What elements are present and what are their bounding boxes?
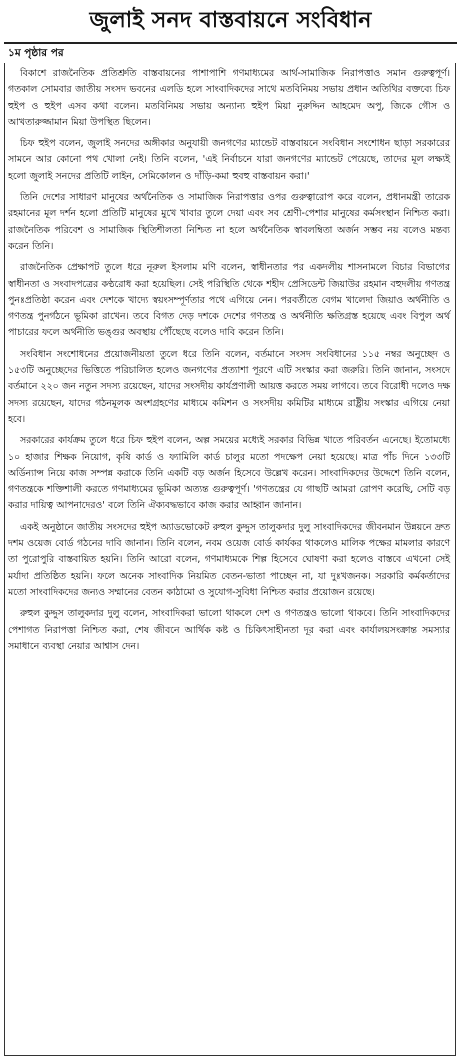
headline: জুলাই সনদ বাস্তবায়নে সংবিধান [89, 8, 372, 33]
headline-rule [4, 42, 457, 44]
paragraph-8: রুহুল কুদ্দুস তালুকদার দুলু বলেন, সাংবাদিকরা ভালো থাকলে দেশ ও গণতন্ত্রও ভালো থাকবে। তিনি সাংবাদিকদের পেশাগত নিরাপত্তা নিশ্চিত করা, শেষ জীবনে আর্থিক কষ্ট ও চিকিৎসাহীনতা দূর করা এবং কার্যালয়সংক্রান্ত সমস্যার সমাধানে ব্যবস্থা নেয়ার আশ্বাস দেন। [8, 608, 450, 652]
paragraph-7: একই অনুষ্ঠানে জাতীয় সংসদের হুইপ অ্যাডভোকেট রুহুল কুদ্দুস তালুকদার দুলু সাংবাদিকদের জীবনমান উন্নয়নে দ্রুত দশম ওয়েজ বোর্ড গঠনের দাবি জানান। তিনি বলেন, নবম ওয়েজ বোর্ড কার্যকর থাকলেও মালিক পক্ষের মামলার কারণে তা পুরোপুরি বাস্তবায়িত হয়নি। তিনি আরো বলেন, গণমাধ্যমকে শিল্প হিসেবে ঘোষণা করা হলেও বাস্তবে এখনো সেই মর্যাদা প্রতিষ্ঠিত হয়নি। ফলে অনেক সাংবাদিক নিয়মিত বেতন-ভাতা পাচ্ছেন না, যা দুঃখজনক। সরকারি কর্মকর্তাদের মতো সাংবাদিকদের জন্যও সম্মানের বেতন কাঠামো ও সুযোগ-সুবিধা নিশ্চিত করার প্রয়োজন রয়েছে। [8, 521, 450, 598]
paragraph-1: বিকাশে রাজনৈতিক প্রতিশ্রুতি বাস্তবায়নের পাশাপাশি গণমাধ্যমের আর্থ-সামাজিক নিরাপত্তাও সমান গুরুত্বপূর্ণ। গতকাল সোমবার জাতীয় সংসদ ভবনের এলডি হলে সাংবাদিকদের সাথে মতবিনিময় সভায় প্রধান অতিথির বক্তব্যে চিফ হুইপ ও হুইপ এসব কথা বলেন। মতবিনিময় সভায় অন্যান্য হুইপ মিয়া নুরুদ্দিন আহমেদ অপু, জিকে গৌস ও আখতারুজ্জামান মিয়া উপস্থিত ছিলেন। [8, 68, 450, 128]
paragraph-6: সরকারের কার্যক্রম তুলে ধরে চিফ হুইপ বলেন, অল্প সময়ের মধ্যেই সরকার বিভিন্ন খাতে পরিবর্তন এনেছে। ইতোমধ্যে ১০ হাজার শিক্ষক নিয়োগ, কৃষি কার্ড ও ফ্যামিলি কার্ড চালুর মতো পদক্ষেপ নেয়া হয়েছে। মাত্র পাঁচ দিনে ১৩৩টি অর্ডিন্যান্স নিয়ে কাজ সম্পন্ন করাকে তিনি একটি বড় অর্জন হিসেবে উল্লেখ করেন। সাংবাদিকদের উদ্দেশে তিনি বলেন, গণতন্ত্রকে শক্তিশালী করতে গণমাধ্যমের ভূমিকা অত্যন্ত গুরুত্বপূর্ণ। 'গণতন্ত্রের যে গাছটি আমরা রোপণ করেছি, সেটি বড় করার দায়িত্ব আপনাদেরও' বলে তিনি ঐক্যবদ্ধভাবে কাজ করার আহ্বান জানান। [8, 435, 450, 512]
paragraph-5: সংবিধান সংশোধনের প্রয়োজনীয়তা তুলে ধরে তিনি বলেন, বর্তমানে সংসদ সংবিধানের ১১৫ নম্বর অনুচ্ছেদ ও ১৫৩টি অনুচ্ছেদের ভিত্তিতে পরিচালিত হলেও জনগণের প্রত্যাশা পূরণে এটি সংস্কার করা জরুরি। তিনি জানান, সংসদে বর্তমানে ২২০ জন নতুন সদস্য রয়েছেন, যাদের সংসদীয় কার্যপ্রণালী আয়ত্ত করতে সময় লাগবে। তবে বিরোধী দলেও দক্ষ সদস্য রয়েছেন, যাদের গঠনমূলক অংশগ্রহণের মাধ্যমে কমিশন ও সংসদীয় কমিটির মাধ্যমে রাষ্ট্রীয় সংস্কার এগিয়ে নেয়া হবে। [8, 348, 450, 425]
paragraph-4: রাজনৈতিক প্রেক্ষাপট তুলে ধরে নূরুল ইসলাম মণি বলেন, স্বাধীনতার পর একদলীয় শাসনামলে বিচার বিভাগের স্বাধীনতা ও সংবাদপত্রের কণ্ঠরোধ করা হয়েছিল। সেই পরিস্থিতি থেকে শহীদ প্রেসিডেন্ট জিয়াউর রহমান বহুদলীয় গণতন্ত্র পুনঃপ্রতিষ্ঠা করেন এবং দেশকে খাদ্যে স্বয়ংসম্পূর্ণতার পথে এগিয়ে নেন। পরবর্তীতে বেগম খালেদা জিয়াও অর্থনীতি ও গণতন্ত্র পুনর্গঠনে ভূমিকা রাখেন। তবে বিগত দেড় দশকে দেশের গণতন্ত্র ও অর্থনীতি ক্ষতিগ্রস্ত হয়েছে এবং বিপুল অর্থ পাচারের ফলে অর্থনীতি ভঙ্গুর অবস্থায় পৌঁছেছে বলেও দাবি করেন তিনি। [8, 262, 450, 339]
paragraph-3: তিনি দেশের সাধারণ মানুষের অর্থনৈতিক ও সামাজিক নিরাপত্তার ওপর গুরুত্বারোপ করে বলেন, প্রধানমন্ত্রী তারেক রহমানের মূল দর্শন হলো প্রতিটি মানুষের মুখে খাবার তুলে দেয়া এবং সব শ্রেণী-পেশার মানুষের কর্মসংস্থান নিশ্চিত করা। রাজনৈতিক পরিবেশ ও সামাজিক স্থিতিশীলতা নিশ্চিত না হলে অর্থনৈতিক স্বাবলম্বিতা অর্জন সম্ভব নয় বলেও মন্তব্য করেন তিনি। [8, 192, 450, 252]
article-body [8, 66, 450, 660]
continued-from-label: ১ম পৃষ্ঠার পর [8, 47, 64, 59]
paragraph-2: চিফ হুইপ বলেন, জুলাই সনদের অঙ্গীকার অনুযায়ী জনগণের ম্যান্ডেট বাস্তবায়নে সংবিধান সংশোধন ছাড়া সরকারের সামনে আর কোনো পথ খোলা নেই। তিনি বলেন, 'এই নির্বাচনে যারা জনগণের ম্যান্ডেট পেয়েছে, তাদের মূল লক্ষ্যই হলো জুলাই সনদের প্রতিটি লাইন, সেমিকোলন ও দাঁড়ি-কমা হুবহু বাস্তবায়ন করা।' [8, 138, 450, 182]
